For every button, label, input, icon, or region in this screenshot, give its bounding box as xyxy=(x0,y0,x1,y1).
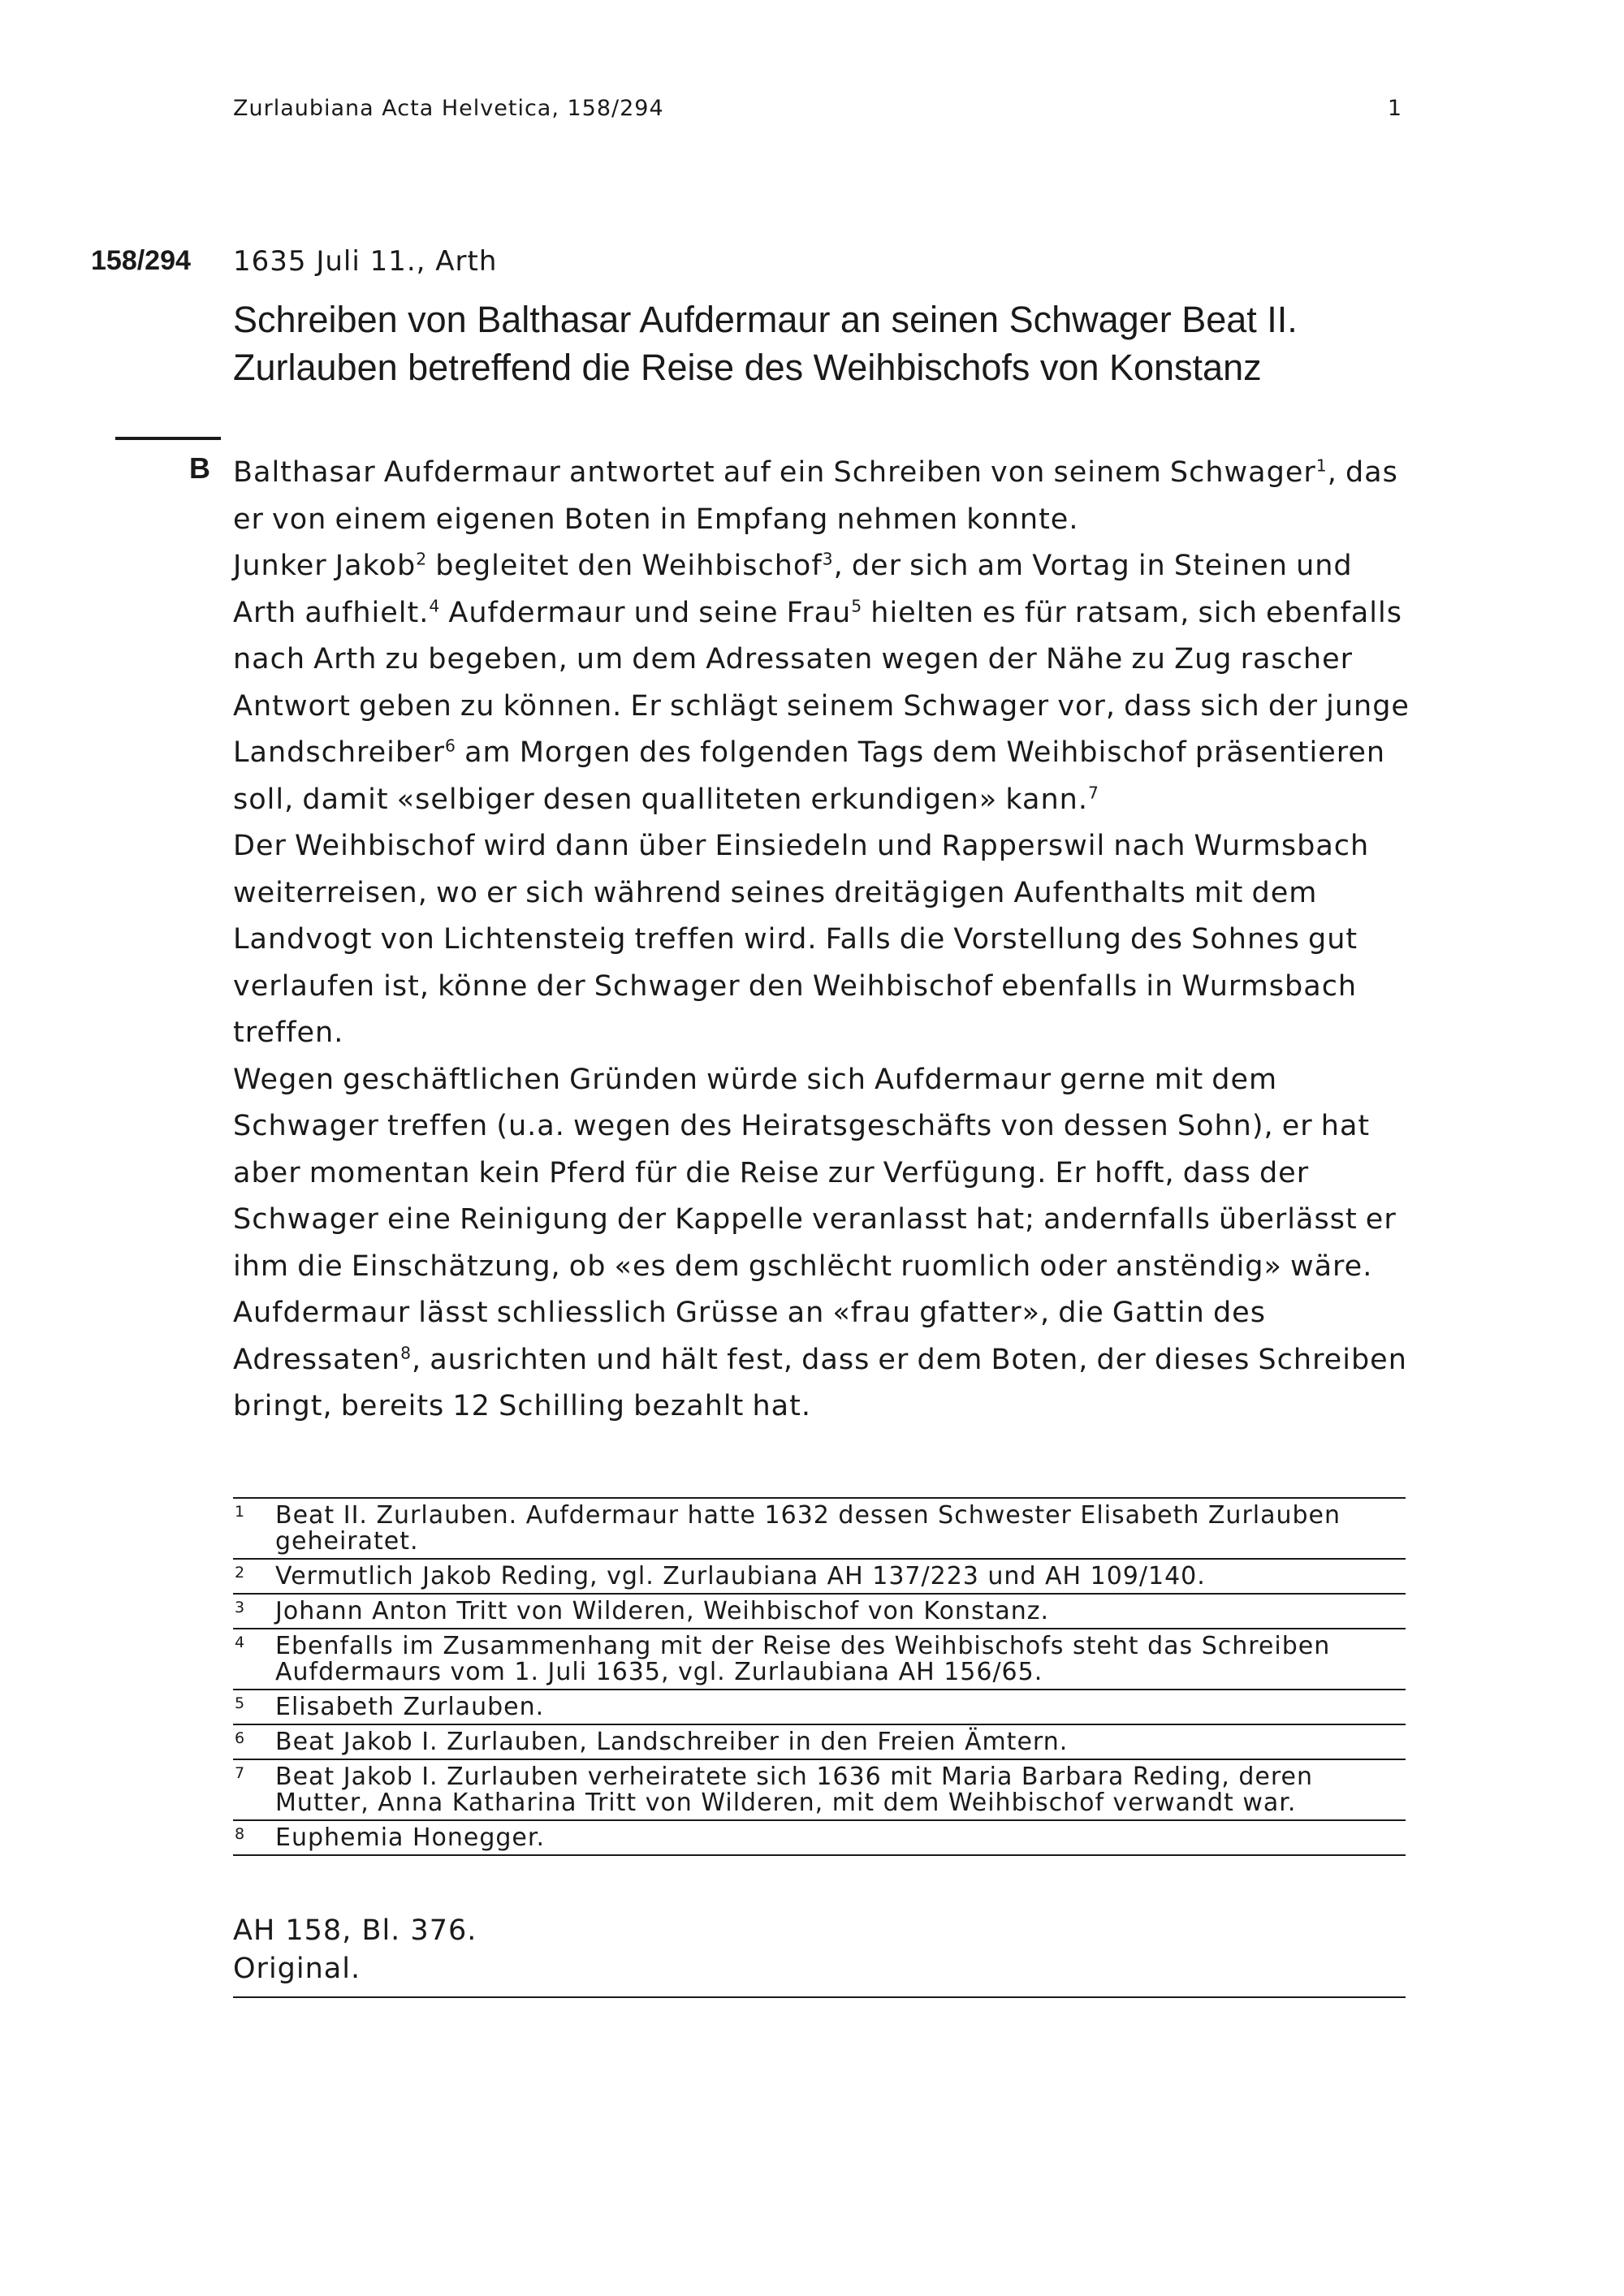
footnote-text: Elisabeth Zurlauben. xyxy=(275,1693,545,1721)
footnote-text: Vermutlich Jakob Reding, vgl. Zurlaubiana AH 137/223 und AH 109/140. xyxy=(275,1562,1206,1590)
footnote-number: 3 xyxy=(235,1599,246,1616)
paragraph-text: Junker Jakob xyxy=(233,550,417,582)
footnote xyxy=(233,1560,1406,1595)
footnote-ref[interactable]: 5 xyxy=(851,595,863,615)
summary-paragraph xyxy=(233,450,1410,543)
footnote xyxy=(233,1690,1406,1725)
footnote-number: 4 xyxy=(235,1634,246,1651)
footnote-text: Beat II. Zurlauben. Aufdermaur hatte 1632 dessen Schwester Elisabeth Zurlauben geheiratet. xyxy=(275,1501,1341,1556)
document-title-line: Schreiben von Balthasar Aufdermaur an seinen Schwager Beat II. xyxy=(233,299,1298,340)
footnote-ref[interactable]: 4 xyxy=(429,595,441,615)
summary-paragraph xyxy=(233,543,1410,823)
footnote-number: 5 xyxy=(235,1694,246,1712)
section-mark: B xyxy=(189,451,210,485)
summary-body xyxy=(233,450,1410,1431)
paragraph-text: Balthasar Aufdermaur antwortet auf ein Schreiben von seinem Schwager xyxy=(233,456,1316,489)
source-type: Original. xyxy=(233,1953,361,1985)
paragraph-text: Aufdermaur lässt schliesslich Grüsse an «frau gfatter», die Gattin des Adressaten xyxy=(233,1297,1266,1376)
running-header-title: Zurlaubiana Acta Helvetica, 158/294 xyxy=(233,96,664,121)
summary-paragraph xyxy=(233,1290,1410,1431)
footnote-text: Beat Jakob I. Zurlauben verheiratete sich 1636 mit Maria Barbara Reding, deren Mutter, Anna Katharina Tritt von Wilderen, mit dem Weihbischof verwandt war. xyxy=(275,1763,1313,1817)
footnote-number: 7 xyxy=(235,1764,246,1782)
footnote-ref[interactable]: 8 xyxy=(400,1342,412,1362)
footnote-text: Beat Jakob I. Zurlauben, Landschreiber in den Freien Ämtern. xyxy=(275,1728,1069,1756)
document-number: 158/294 xyxy=(91,245,191,276)
summary-paragraph xyxy=(233,1057,1410,1291)
paragraph-text: , ausrichten und hält fest, dass er dem Boten, der dieses Schreiben bringt, bereits 12 Schilling bezahlt hat. xyxy=(233,1343,1407,1422)
footnote-ref[interactable]: 7 xyxy=(1087,782,1099,802)
source-reference xyxy=(233,1912,1406,1998)
paragraph-text: , das er von einem eigenen Boten in Empfang nehmen konnte. xyxy=(233,456,1398,536)
paragraph-text: hielten es für ratsam, sich ebenfalls nach Arth zu begeben, um dem Adressaten wegen der Nähe zu Zug rascher Antwort geben zu können. Er schlägt seinem Schwager vor, dass sich der junge Landschreiber xyxy=(233,596,1410,769)
footnote xyxy=(233,1629,1406,1690)
footnote xyxy=(233,1725,1406,1760)
footnote-number: 8 xyxy=(235,1825,246,1843)
footnote-text: Johann Anton Tritt von Wilderen, Weihbischof von Konstanz. xyxy=(275,1597,1050,1625)
source-signature: AH 158, Bl. 376. xyxy=(233,1914,477,1947)
footnote-text: Ebenfalls im Zusammenhang mit der Reise des Weihbischofs steht das Schreiben Aufdermaurs vom 1. Juli 1635, vgl. Zurlaubiana AH 156/65. xyxy=(275,1632,1331,1686)
running-header xyxy=(233,96,1402,121)
footnote xyxy=(233,1499,1406,1560)
footnotes xyxy=(233,1497,1406,1856)
paragraph-text: begleitet den Weihbischof xyxy=(427,550,823,582)
paragraph-text: Aufdermaur und seine Frau xyxy=(440,596,852,629)
paragraph-text: Wegen geschäftlichen Gründen würde sich Aufdermaur gerne mit dem Schwager treffen (u.a. wegen des Heiratsgeschäfts von dessen Sohn), er hat aber momentan kein Pferd für die Reise zur Verfügung. Er hofft, dass der Schwager eine Reinigung der Kappelle veranlasst hat; andernfalls überlässt er ihm die Einschätzung, ob «es dem gschlëcht ruomlich oder anstëndig» wäre. xyxy=(233,1063,1397,1283)
footnote-ref[interactable]: 1 xyxy=(1315,455,1328,476)
footnote-number: 2 xyxy=(235,1564,246,1582)
footnote-number: 1 xyxy=(235,1503,246,1521)
section-rule xyxy=(115,437,221,440)
summary-paragraph xyxy=(233,823,1410,1057)
footnote-number: 6 xyxy=(235,1729,246,1747)
paragraph-text: am Morgen des folgenden Tags dem Weihbischof präsentieren soll, damit «selbiger desen qualliteten erkundigen» kann. xyxy=(233,736,1386,816)
paragraph-text: Der Weihbischof wird dann über Einsiedeln und Rapperswil nach Wurmsbach weiterreisen, wo er sich während seines dreitägigen Aufenthalts mit dem Landvogt von Lichtensteig treffen wird. Falls die Vorstellung des Sohnes gut verlaufen ist, könne der Schwager den Weihbischof ebenfalls in Wurmsbach treffen. xyxy=(233,830,1370,1049)
document-date-place: 1635 Juli 11., Arth xyxy=(233,245,498,278)
footnote-ref[interactable]: 2 xyxy=(416,549,428,569)
footnote-text: Euphemia Honegger. xyxy=(275,1823,546,1852)
document-title-line: Zurlauben betreffend die Reise des Weihbischofs von Konstanz xyxy=(233,347,1262,388)
footnote xyxy=(233,1821,1406,1856)
document-title xyxy=(233,296,1427,391)
footnote xyxy=(233,1595,1406,1629)
footnote xyxy=(233,1760,1406,1821)
footnote-ref[interactable]: 6 xyxy=(445,736,456,756)
page-number: 1 xyxy=(1387,96,1402,121)
paragraph-text: , der sich am Vortag in Steinen und Arth aufhielt. xyxy=(233,550,1353,629)
footnote-ref[interactable]: 3 xyxy=(822,549,834,569)
